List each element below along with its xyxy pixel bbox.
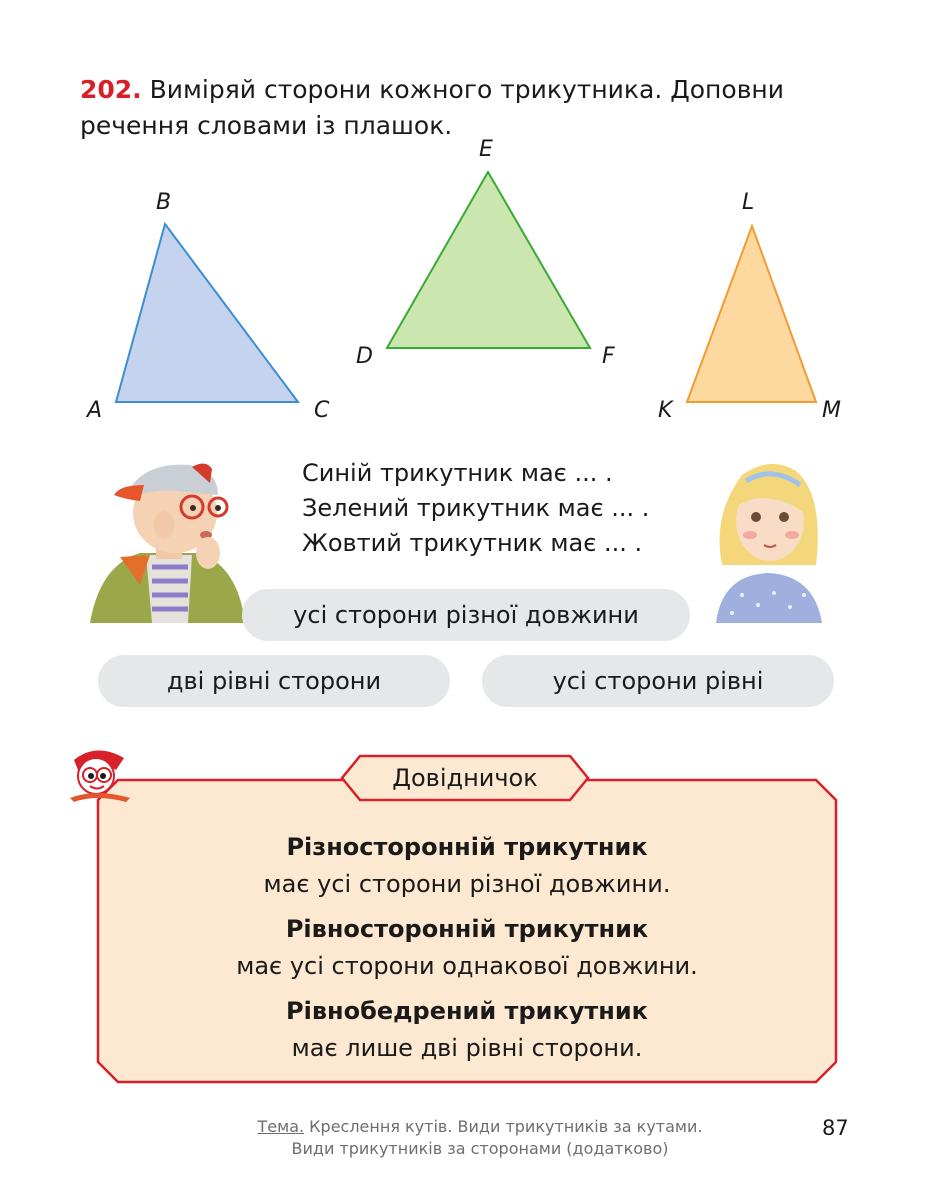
sentence-yellow: Жовтий трикутник має ... . bbox=[302, 529, 643, 557]
vertex-label-k: K bbox=[658, 398, 673, 423]
vertex-label-b: B bbox=[156, 190, 172, 215]
reference-term-isosceles: Рівнобедрений трикутник bbox=[286, 997, 648, 1025]
task-instruction: Виміряй сторони кожного трикутника. Доповни речення словами із плашок. bbox=[80, 75, 785, 140]
pill-all-sides-equal[interactable]: усі сторони рівні bbox=[482, 655, 834, 707]
footer-line2: Види трикутників за сторонами (додатково) bbox=[291, 1139, 669, 1158]
mascot-icon bbox=[66, 748, 138, 804]
vertex-label-c: C bbox=[314, 398, 330, 423]
girl-illustration bbox=[712, 455, 827, 625]
vertex-label-a: A bbox=[87, 398, 103, 423]
reference-def-scalene: має усі сторони різної довжини. bbox=[263, 870, 671, 898]
task-text bbox=[80, 72, 860, 144]
green-triangle bbox=[382, 166, 594, 354]
pill-two-equal-sides[interactable]: дві рівні сторони bbox=[98, 655, 450, 707]
sentence-blue: Синій трикутник має ... . bbox=[302, 459, 613, 487]
vertex-label-d: D bbox=[356, 344, 373, 369]
pill-all-sides-different[interactable]: усі сторони різної довжини bbox=[242, 589, 690, 641]
reference-def-isosceles: має лише дві рівні сторони. bbox=[291, 1034, 643, 1062]
footer-topic-label: Тема. bbox=[257, 1117, 305, 1136]
reference-content bbox=[96, 828, 838, 1074]
page-number: 87 bbox=[822, 1116, 849, 1140]
blue-triangle bbox=[110, 218, 305, 408]
vertex-label-e: E bbox=[479, 137, 493, 162]
page-footer bbox=[200, 1116, 760, 1160]
sentence-green: Зелений трикутник має ... . bbox=[302, 494, 650, 522]
task-number: 202. bbox=[80, 75, 142, 104]
yellow-triangle bbox=[682, 220, 822, 408]
vertex-label-f: F bbox=[602, 344, 615, 369]
reference-term-equilateral: Рівносторонній трикутник bbox=[285, 915, 649, 943]
sentences-block bbox=[302, 456, 649, 561]
reference-term-scalene: Різносторонній трикутник bbox=[286, 833, 648, 861]
footer-line1: Креслення кутів. Види трикутників за кутами. bbox=[309, 1117, 703, 1136]
vertex-label-l: L bbox=[742, 190, 755, 215]
boy-illustration bbox=[80, 455, 260, 625]
reference-def-equilateral: має усі сторони однакової довжини. bbox=[236, 952, 698, 980]
reference-title: Довідничок bbox=[392, 764, 538, 792]
vertex-label-m: M bbox=[822, 398, 841, 423]
